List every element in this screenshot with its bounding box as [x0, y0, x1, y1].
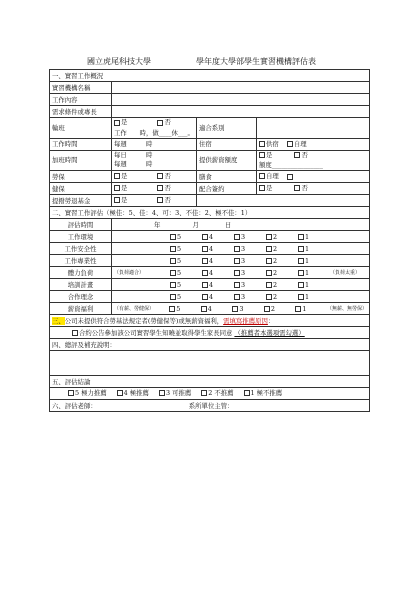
score-option: [202, 244, 234, 254]
section3-end: ：: [267, 316, 275, 325]
conclusion-label: 1 極不推薦: [250, 389, 283, 397]
score-checkbox[interactable]: [266, 270, 272, 276]
eval-item-label: 工作環境: [50, 231, 112, 243]
score-label: 3: [241, 244, 246, 253]
score-option: [170, 232, 202, 242]
score-label: 5: [177, 280, 182, 289]
score-label: 1: [305, 244, 310, 253]
score-checkbox[interactable]: [234, 270, 240, 276]
score-label: 5: [177, 292, 182, 301]
salary-amount[interactable]: 額度________________: [259, 161, 323, 169]
section5-title: 五、評估結論: [50, 376, 370, 388]
health-yes-label: 是: [121, 184, 128, 192]
section4-title: 四、總評及補充說明：: [50, 339, 370, 351]
score-checkbox[interactable]: [201, 306, 207, 312]
score-option: [298, 280, 330, 290]
shift-options: [112, 118, 197, 139]
section2-title: 二、實習工作評估（極佳：5、佳：4、可：3、不佳：2、極不佳：1）: [50, 207, 370, 219]
score-checkbox[interactable]: [170, 246, 176, 252]
score-checkbox[interactable]: [266, 234, 272, 240]
score-label: 4: [209, 232, 214, 241]
overtime-values[interactable]: [112, 150, 197, 171]
score-label: 3: [241, 232, 246, 241]
score-checkbox[interactable]: [202, 294, 208, 300]
eval-row: [50, 279, 370, 291]
score-checkbox[interactable]: [169, 306, 175, 312]
score-checkbox[interactable]: [170, 234, 176, 240]
score-checkbox[interactable]: [298, 246, 304, 252]
eval-score-cell: [112, 243, 370, 255]
conclusion-label: 3 可推薦: [165, 389, 192, 397]
score-checkbox[interactable]: [234, 282, 240, 288]
pension-options: [112, 195, 197, 207]
score-checkbox[interactable]: [298, 234, 304, 240]
eval-right-note: （無薪、無勞保）: [326, 305, 367, 312]
section6-signatures: [50, 400, 370, 412]
salary-options: [257, 150, 370, 171]
salary-no-checkbox[interactable]: [294, 152, 300, 158]
housing-self-checkbox[interactable]: [287, 141, 293, 147]
score-option: [234, 292, 266, 302]
salary-yes-label: 是: [266, 150, 273, 159]
eval-score-cell: [112, 279, 370, 291]
shift-yes-label: 是: [121, 118, 128, 126]
score-option: [202, 292, 234, 302]
meal-self-checkbox[interactable]: [259, 173, 265, 179]
shift-yes-checkbox[interactable]: [114, 120, 120, 126]
eval-score-cell: [112, 231, 370, 243]
score-option: [266, 268, 298, 278]
score-checkbox[interactable]: [202, 246, 208, 252]
eval-left-note: （負荷適合）: [114, 269, 145, 276]
eval-score-cell: [112, 303, 370, 315]
section3-notice: [50, 315, 370, 327]
dept-field[interactable]: [257, 118, 370, 139]
overtime-label: 加班時間: [50, 150, 112, 171]
section3-consent: [50, 327, 370, 339]
conclusion-label: 4 極推薦: [123, 389, 149, 397]
score-label: 3: [241, 256, 246, 265]
pension-empty: [197, 195, 370, 207]
score-checkbox[interactable]: [298, 270, 304, 276]
eval-row: [50, 231, 370, 243]
score-option: [234, 244, 266, 254]
pension-yes-label: 是: [121, 196, 128, 204]
section3-required: 需填寫推薦原因: [223, 316, 268, 325]
score-label: 1: [305, 280, 310, 289]
eval-item-label: 培訓計畫: [50, 279, 112, 291]
score-label: 5: [176, 304, 181, 313]
evaluator-label: 六、評估老師：: [52, 401, 97, 410]
requirements-field[interactable]: [112, 106, 370, 118]
score-option: [298, 268, 330, 278]
score-checkbox[interactable]: [234, 258, 240, 264]
eval-row: [50, 255, 370, 267]
score-option: [234, 268, 266, 278]
salary-label: 提供薪資額度: [197, 150, 257, 171]
score-option: [298, 292, 330, 302]
consent-checkbox[interactable]: [72, 330, 78, 336]
eval-left-note: （有薪、勞健保）: [114, 305, 155, 312]
score-checkbox[interactable]: [298, 282, 304, 288]
score-checkbox[interactable]: [170, 294, 176, 300]
eval-item-label: 合作理念: [50, 291, 112, 303]
score-checkbox[interactable]: [264, 306, 270, 312]
eval-item-label: 薪資福利: [50, 303, 112, 315]
conclusion-checkbox[interactable]: [68, 390, 74, 396]
score-label: 4: [209, 268, 214, 277]
score-label: 5: [177, 256, 182, 265]
labor-options: [112, 171, 197, 183]
conclusion-option: [68, 388, 107, 398]
score-checkbox[interactable]: [202, 270, 208, 276]
overtime-day: 每日 時: [114, 151, 153, 160]
school-name: 國立虎尾科技大學: [87, 57, 151, 66]
score-checkbox[interactable]: [234, 234, 240, 240]
dept-label: 適合系別: [197, 118, 257, 139]
work-content-field[interactable]: [112, 94, 370, 106]
contract-no-label: 否: [301, 184, 308, 192]
consent-note: （推薦者本選項需勾選）: [234, 328, 305, 337]
score-label: 4: [209, 292, 214, 301]
health-no-checkbox[interactable]: [157, 185, 163, 191]
housing-provided-label: 供宿: [266, 139, 279, 148]
conclusion-checkbox[interactable]: [244, 390, 250, 396]
score-checkbox[interactable]: [266, 246, 272, 252]
housing-self-label: 自理: [293, 139, 307, 148]
section4-field[interactable]: [50, 351, 370, 376]
form-title: 學年度大學部學生實習機構評估表: [196, 57, 316, 66]
score-option: [169, 304, 201, 314]
score-label: 2: [273, 292, 278, 301]
eval-row: [50, 243, 370, 255]
period-day: 日: [224, 220, 232, 229]
score-option: [298, 232, 330, 242]
score-option: [170, 244, 202, 254]
score-option: [295, 304, 327, 314]
score-label: 1: [302, 304, 307, 313]
score-option: [170, 256, 202, 266]
eval-row: [50, 267, 370, 279]
housing-label: 住宿: [197, 138, 257, 150]
section1-title: 一、實習工作概況: [50, 70, 370, 82]
hours-value[interactable]: 每週 時: [112, 138, 197, 150]
shift-label: 輪班: [50, 118, 112, 139]
overtime-week: 每週 時: [114, 160, 153, 169]
score-label: 3: [241, 292, 246, 301]
eval-row: [50, 291, 370, 303]
score-option: [202, 256, 234, 266]
score-checkbox[interactable]: [202, 258, 208, 264]
section3-num: 三、: [52, 316, 65, 325]
score-option: [232, 304, 264, 314]
score-option: [264, 304, 296, 314]
score-label: 3: [241, 280, 246, 289]
eval-rows: [50, 231, 370, 315]
score-label: 2: [270, 304, 275, 313]
page-header: [0, 56, 420, 70]
score-option: [170, 292, 202, 302]
conclusion-option: [117, 388, 149, 398]
score-checkbox[interactable]: [170, 282, 176, 288]
score-checkbox[interactable]: [295, 306, 301, 312]
score-label: 5: [177, 268, 182, 277]
score-label: 2: [273, 280, 278, 289]
score-checkbox[interactable]: [298, 258, 304, 264]
period-month: 月: [192, 220, 199, 229]
meal-options: [257, 171, 370, 183]
pension-label: 提撥勞退基金: [50, 195, 112, 207]
housing-provided-checkbox[interactable]: [259, 141, 265, 147]
score-checkbox[interactable]: [298, 294, 304, 300]
labor-no-checkbox[interactable]: [157, 173, 163, 179]
score-option: [202, 232, 234, 242]
eval-row: [50, 303, 370, 315]
org-name-label: 實習機構名稱: [50, 82, 112, 94]
section5-options: [50, 388, 370, 400]
conclusion-label: 2 不推薦: [208, 389, 234, 397]
eval-right-note: （負荷太重）: [330, 269, 361, 276]
meal-self-label: 自理: [266, 172, 279, 180]
salary-yes-checkbox[interactable]: [259, 152, 265, 158]
health-yes-checkbox[interactable]: [114, 185, 120, 191]
score-option: [234, 232, 266, 242]
pension-yes-checkbox[interactable]: [114, 197, 120, 203]
period-year: 年: [154, 220, 161, 229]
score-option: [170, 280, 202, 290]
supervisor-label: 系所單位主管：: [188, 401, 234, 410]
score-option: [202, 268, 234, 278]
score-option: [266, 280, 298, 290]
score-label: 3: [239, 304, 244, 313]
score-checkbox[interactable]: [202, 234, 208, 240]
contract-yes-checkbox[interactable]: [259, 185, 265, 191]
eval-item-label: 工作安全性: [50, 243, 112, 255]
score-option: [202, 280, 234, 290]
consent-text: 合約公告參加該公司實習學生知曉並取得學生家長同意: [79, 328, 233, 337]
labor-yes-checkbox[interactable]: [114, 173, 120, 179]
eval-item-label: 體力負荷: [50, 267, 112, 279]
score-option: [298, 244, 330, 254]
score-label: 1: [305, 232, 310, 241]
meal-label: 膳食: [197, 171, 257, 183]
score-label: 2: [273, 244, 278, 253]
labor-label: 勞保: [50, 171, 112, 183]
period-label: 評估時間: [50, 219, 112, 231]
score-checkbox[interactable]: [170, 270, 176, 276]
score-label: 3: [241, 268, 246, 277]
pension-no-label: 否: [164, 196, 171, 204]
score-checkbox[interactable]: [202, 282, 208, 288]
conclusion-option: [244, 388, 283, 398]
score-option: [266, 292, 298, 302]
score-label: 2: [273, 268, 278, 277]
eval-score-cell: [112, 267, 370, 279]
score-option: [201, 304, 233, 314]
score-option: [234, 256, 266, 266]
health-no-label: 否: [164, 184, 171, 192]
score-label: 2: [273, 232, 278, 241]
conclusion-checkbox[interactable]: [159, 390, 165, 396]
evaluation-form: [49, 69, 370, 412]
conclusion-option: [201, 388, 233, 398]
labor-no-label: 否: [164, 172, 171, 180]
score-option: [266, 232, 298, 242]
eval-item-label: 工作專業性: [50, 255, 112, 267]
score-option: [266, 244, 298, 254]
conclusion-checkbox[interactable]: [117, 390, 123, 396]
score-checkbox[interactable]: [266, 258, 272, 264]
section3-text: 公司未提供符合勞基法規定者(勞健保等)或無薪資福利，: [64, 316, 224, 325]
score-label: 1: [305, 292, 310, 301]
score-label: 4: [209, 244, 214, 253]
conclusion-checkbox[interactable]: [201, 390, 207, 396]
conclusion-label: 5 極力推薦: [75, 389, 107, 397]
score-label: 4: [209, 256, 214, 265]
score-label: 2: [273, 256, 278, 265]
score-option: [266, 256, 298, 266]
contract-yes-label: 是: [266, 184, 273, 192]
pension-no-checkbox[interactable]: [157, 197, 163, 203]
contract-options: [257, 183, 370, 195]
score-checkbox[interactable]: [170, 258, 176, 264]
health-options: [112, 183, 197, 195]
contract-label: 配合簽約: [197, 183, 257, 195]
score-label: 4: [207, 304, 212, 313]
labor-yes-label: 是: [121, 172, 128, 180]
score-checkbox[interactable]: [234, 246, 240, 252]
work-content-label: 工作內容: [50, 94, 112, 106]
shift-no-checkbox[interactable]: [157, 120, 163, 126]
eval-score-cell: [112, 291, 370, 303]
score-label: 1: [305, 256, 310, 265]
salary-no-label: 否: [301, 150, 308, 159]
score-checkbox[interactable]: [266, 282, 272, 288]
eval-score-cell: [112, 255, 370, 267]
shift-detail: 工作 時，做____休___。: [114, 128, 194, 137]
score-label: 1: [305, 268, 310, 277]
score-label: 4: [209, 280, 214, 289]
housing-options: [257, 138, 370, 150]
score-checkbox[interactable]: [234, 294, 240, 300]
shift-no-label: 否: [164, 118, 171, 126]
health-label: 健保: [50, 183, 112, 195]
score-checkbox[interactable]: [232, 306, 238, 312]
org-name-field[interactable]: [112, 82, 370, 94]
conclusion-option: [159, 388, 191, 398]
meal-other-checkbox[interactable]: [287, 174, 293, 180]
score-option: [234, 280, 266, 290]
score-label: 5: [177, 232, 182, 241]
contract-no-checkbox[interactable]: [294, 185, 300, 191]
score-option: [170, 268, 202, 278]
hours-label: 工作時間: [50, 138, 112, 150]
requirements-label: 需求條件或專長: [50, 106, 112, 118]
score-option: [298, 256, 330, 266]
score-label: 5: [177, 244, 182, 253]
score-checkbox[interactable]: [266, 294, 272, 300]
period-field[interactable]: [112, 219, 370, 231]
